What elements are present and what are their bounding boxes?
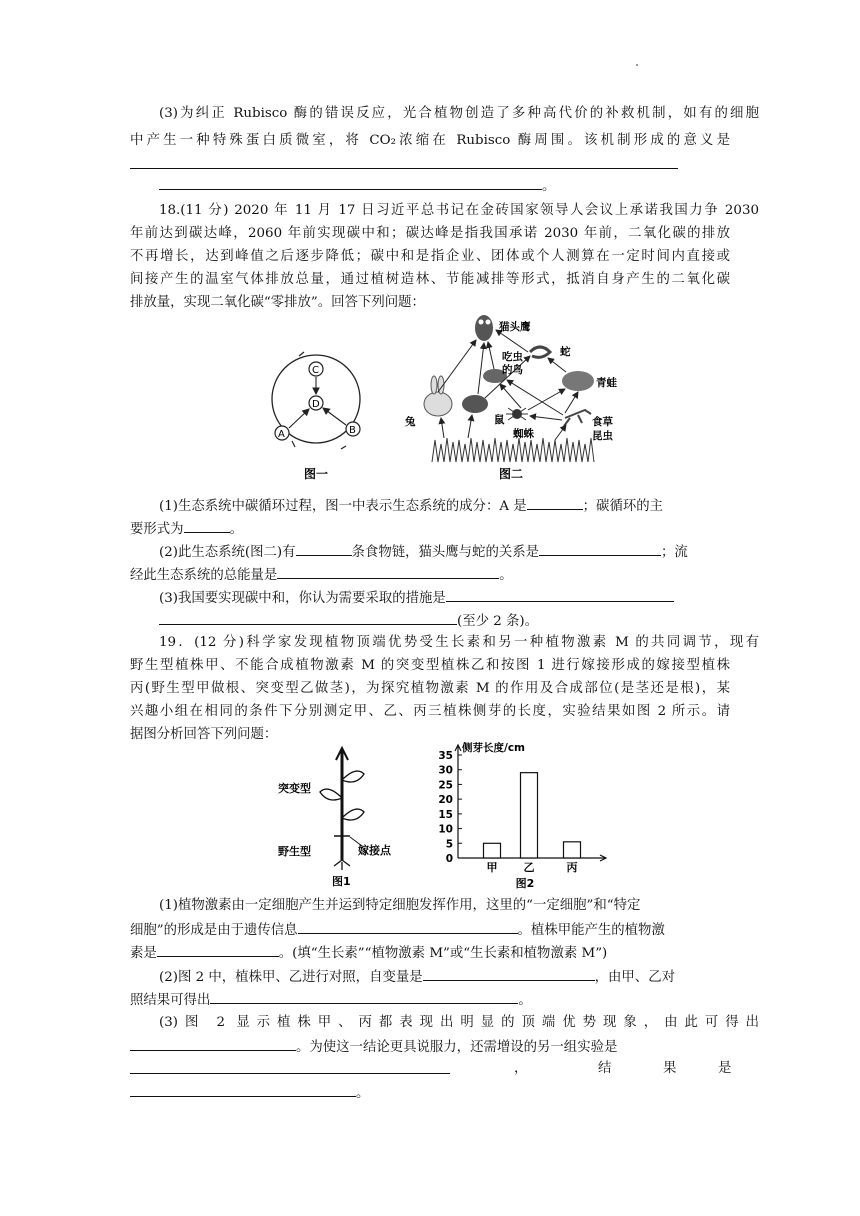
insect-label-2: 昆虫 — [592, 430, 613, 442]
q19-stem-line: 19．(12 分)科学家发现植物顶端优势受生长素和另一种植物激素 M 的共同调节，现有 — [159, 635, 759, 650]
mouse-icon — [462, 395, 488, 413]
grafted-plant-diagram — [270, 740, 410, 890]
q18-1-blank-b[interactable] — [184, 519, 230, 533]
mouse-label: 鼠 — [494, 414, 505, 426]
mutant-label: 突变型 — [278, 782, 311, 795]
grasshopper-icon — [564, 410, 591, 426]
q19-3-line4: 。 — [130, 1083, 730, 1103]
leaf-icon — [342, 809, 364, 820]
q19-1-blank-b[interactable] — [157, 943, 279, 957]
q18-stem-line: 18.(11 分) 2020 年 11 月 17 日习近平总书记在金砖国家领导人会议上承诺我国力争 2030 — [159, 203, 759, 218]
q18-2-blank-b[interactable] — [539, 542, 661, 556]
y-tick-label: 20 — [438, 794, 453, 807]
bird-label-1: 吃虫 — [502, 351, 523, 363]
leaf-icon — [342, 771, 364, 782]
owl-label: 猫头鹰 — [499, 321, 531, 333]
x-tick-label: 乙 — [523, 861, 535, 874]
q19-1-line2: 细胞”的形成是由于遗传信息 。植株甲能产生的植物激 — [130, 920, 730, 940]
q18-stem-line: 不再增长，达到峰值之后逐步降低；碳中和是指企业、团体或个人测算在一定时间内直接或 — [130, 249, 730, 264]
q18-2-blank-c[interactable] — [277, 565, 499, 579]
q19-2-blank-a[interactable] — [423, 967, 595, 981]
q19-3-line1: (3)图 2 显示植株甲、丙都表现出明显的顶端优势现象，由此可得出 — [159, 1015, 759, 1030]
chart-caption: 图2 — [515, 877, 535, 890]
q18-2-line2: 经此生态系统的总能量是 。 — [130, 565, 730, 585]
fig2-caption: 图二 — [499, 467, 524, 481]
snake-icon — [530, 347, 550, 357]
q19-stem-line: 野生型植株甲、不能合成植物激素 M 的突变型植株乙和按图 1 进行嫁接形成的嫁接型植株 — [130, 658, 730, 673]
q18-stem-line: 间接产生的温室气体排放总量，通过植树造林、节能减排等形式，抵消自身产生的二氧化碳 — [130, 272, 730, 287]
y-tick-label: 15 — [438, 808, 453, 821]
bar-丙 — [564, 842, 581, 858]
leaf-icon — [320, 789, 342, 800]
q19-1-line1: (1)植物激素由一定细胞产生并运到特定细胞发挥作用，这里的“一定细胞”和“特定 — [159, 898, 641, 913]
graft-point-label: 嫁接点 — [358, 844, 391, 857]
q18-3-line1: (3)我国要实现碳中和，你认为需要采取的措施是 — [130, 588, 759, 608]
q19-2-blank-b[interactable] — [210, 990, 518, 1004]
snake-label: 蛇 — [560, 346, 571, 358]
q19-stem-line: 丙(野生型甲做根、突变型乙做茎)，为探究植物激素 M 的作用及合成部位(是茎还是根)，某 — [130, 681, 730, 696]
y-tick-label: 30 — [438, 764, 453, 777]
x-tick-label: 丙 — [566, 861, 578, 874]
fig1-caption: 图1 — [332, 875, 351, 888]
q18-stem-line: 年前达到碳达峰，2060 年前实现碳中和；碳达峰是指我国承诺 2030 年前，二氧化碳的排放 — [130, 226, 730, 241]
node-b-label: B — [349, 425, 356, 436]
q19-3-line2: 。为使这一结论更具说服力，还需增设的另一组实验是 — [130, 1037, 730, 1057]
q18-stem-line: 排放量，实现二氧化碳“零排放”。回答下列问题： — [130, 295, 425, 310]
y-tick-label: 10 — [438, 823, 453, 836]
node-c-label: C — [312, 365, 319, 376]
rabbit-label: 兔 — [405, 416, 416, 428]
q17-3-line1: (3)为纠正 Rubisco 酶的错误反应，光合植物创造了多种高代价的补救机制，如有的细胞 — [159, 106, 759, 121]
food-web-diagram — [405, 315, 617, 481]
q19-stem-line: 据图分析回答下列问题： — [130, 727, 278, 742]
q17-3-answer-blank-2[interactable]: 。 — [130, 176, 759, 196]
wildtype-label: 野生型 — [278, 845, 311, 858]
q19-2-line2: 照结果可得出 。 — [130, 990, 730, 1010]
q18-3-blank-a[interactable] — [446, 588, 674, 602]
y-tick-label: 25 — [438, 779, 453, 792]
q19-3-blank-b[interactable] — [130, 1060, 450, 1074]
bar-甲 — [484, 843, 501, 858]
y-tick-label: 5 — [445, 838, 453, 851]
q18-3-line2: (至少 2 条)。 — [130, 611, 759, 631]
frog-icon — [562, 371, 594, 391]
q18-2-line1: (2)此生态系统(图二)有 条食物链，猫头鹰与蛇的关系是 ；流 — [130, 542, 759, 562]
q18-3-blank-b[interactable] — [159, 611, 457, 625]
node-d-label: D — [312, 399, 320, 410]
x-tick-label: 甲 — [486, 861, 498, 874]
q19-3-blank-a[interactable] — [130, 1037, 296, 1051]
fig1-caption: 图一 — [304, 467, 329, 481]
grass-icon — [432, 438, 594, 462]
node-a-label: A — [278, 429, 285, 440]
frog-label: 青蛙 — [596, 377, 617, 389]
y-tick-label: 0 — [445, 853, 453, 865]
q19-1-line3: 素是 。(填“生长素”“植物激素 M”或“生长素和植物激素 M”) — [130, 943, 730, 963]
q19-3-blank-c[interactable] — [130, 1083, 356, 1097]
q18-1-line1: (1)生态系统中碳循环过程，图一中表示生态系统的成分：A 是 ；碳循环的主 — [130, 496, 759, 516]
rabbit-icon — [424, 392, 452, 416]
q17-3-line2: 中产生一种特殊蛋白质微室，将 CO₂浓缩在 Rubisco 酶周围。该机制形成的意义是 — [130, 133, 730, 148]
q19-1-blank-a[interactable] — [298, 920, 518, 934]
y-axis-label: 侧芽长度/cm — [462, 742, 525, 754]
q18-1-blank-a[interactable] — [527, 496, 583, 510]
q19-stem-line: 兴趣小组在相同的条件下分别测定甲、乙、丙三植株侧芽的长度，实验结果如图 2 所示。请 — [130, 704, 730, 719]
bar-乙 — [521, 773, 538, 858]
owl-icon — [475, 315, 493, 341]
q19-2-line1: (2)图 2 中，植株甲、乙进行对照，自变量是 ，由甲、乙对 — [130, 967, 759, 987]
spider-label: 蜘蛛 — [513, 428, 534, 440]
bird-label-2: 的鸟 — [502, 364, 523, 376]
y-tick-label: 35 — [438, 750, 453, 762]
insect-label-1: 食草 — [592, 416, 613, 428]
carbon-cycle-diagram — [272, 352, 360, 481]
bud-length-chart — [420, 738, 620, 890]
q18-1-line2: 要形式为 。 — [130, 519, 730, 539]
q18-2-blank-a[interactable] — [296, 542, 352, 556]
q19-3-line3: ， 结 果 是 — [130, 1060, 730, 1080]
